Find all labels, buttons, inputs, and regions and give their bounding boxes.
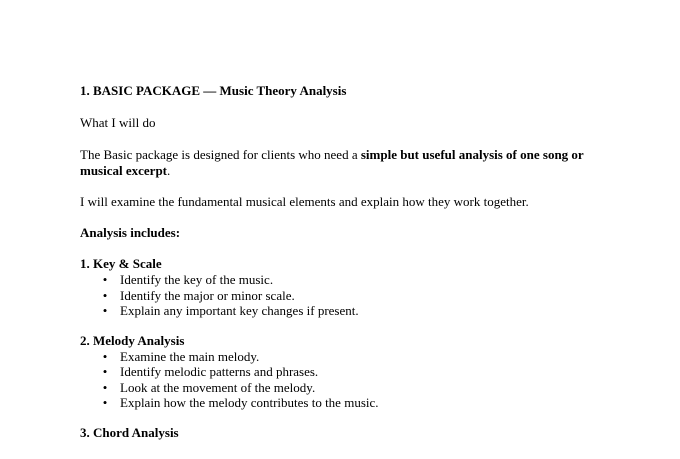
bullet-glyph: • (102, 395, 108, 410)
section-heading-chord-analysis: 3. Chord Analysis (80, 424, 179, 440)
list-item (80, 364, 620, 380)
list-item-text: Identify the major or minor scale. (120, 287, 295, 303)
intro-text-before: The Basic package is designed for clients who need a (80, 147, 361, 162)
bullet-glyph: • (102, 364, 108, 379)
list-item (80, 395, 620, 411)
list-item-text: Identify melodic patterns and phrases. (120, 364, 319, 379)
intro-paragraph (80, 147, 620, 179)
list-item-text: Look at the movement of the melody. (120, 379, 316, 395)
bullet-glyph: • (102, 303, 108, 318)
list-item (80, 349, 620, 365)
list-item (80, 303, 620, 319)
bullet-glyph: • (102, 379, 108, 395)
section-heading-key-scale: 1. Key & Scale (80, 256, 162, 271)
list-item (80, 380, 620, 396)
examine-paragraph: I will examine the fundamental musical elements and explain how they work together. (80, 194, 529, 209)
list-item-text: Identify the key of the music. (120, 272, 274, 287)
document-title: 1. BASIC PACKAGE — Music Theory Analysis (80, 83, 347, 98)
what-i-will-do-heading: What I will do (80, 115, 156, 130)
melody-analysis-list (80, 349, 620, 411)
analysis-includes-heading: Analysis includes: (80, 225, 181, 240)
intro-text-after: . (167, 163, 171, 178)
bullet-glyph: • (102, 287, 108, 303)
list-item-text: Explain any important key changes if present. (120, 303, 359, 318)
list-item-text: Explain how the melody contributes to the music. (120, 395, 379, 410)
intro-text-bold: simple but useful analysis of one song or musical excerpt (80, 147, 584, 178)
list-item (80, 272, 620, 288)
bullet-glyph: • (102, 348, 108, 364)
list-item (80, 288, 620, 304)
section-heading-melody-analysis: 2. Melody Analysis (80, 332, 185, 348)
document-body (80, 83, 620, 441)
list-item-text: Examine the main melody. (120, 348, 260, 364)
bullet-glyph: • (102, 272, 108, 287)
key-scale-list (80, 272, 620, 319)
